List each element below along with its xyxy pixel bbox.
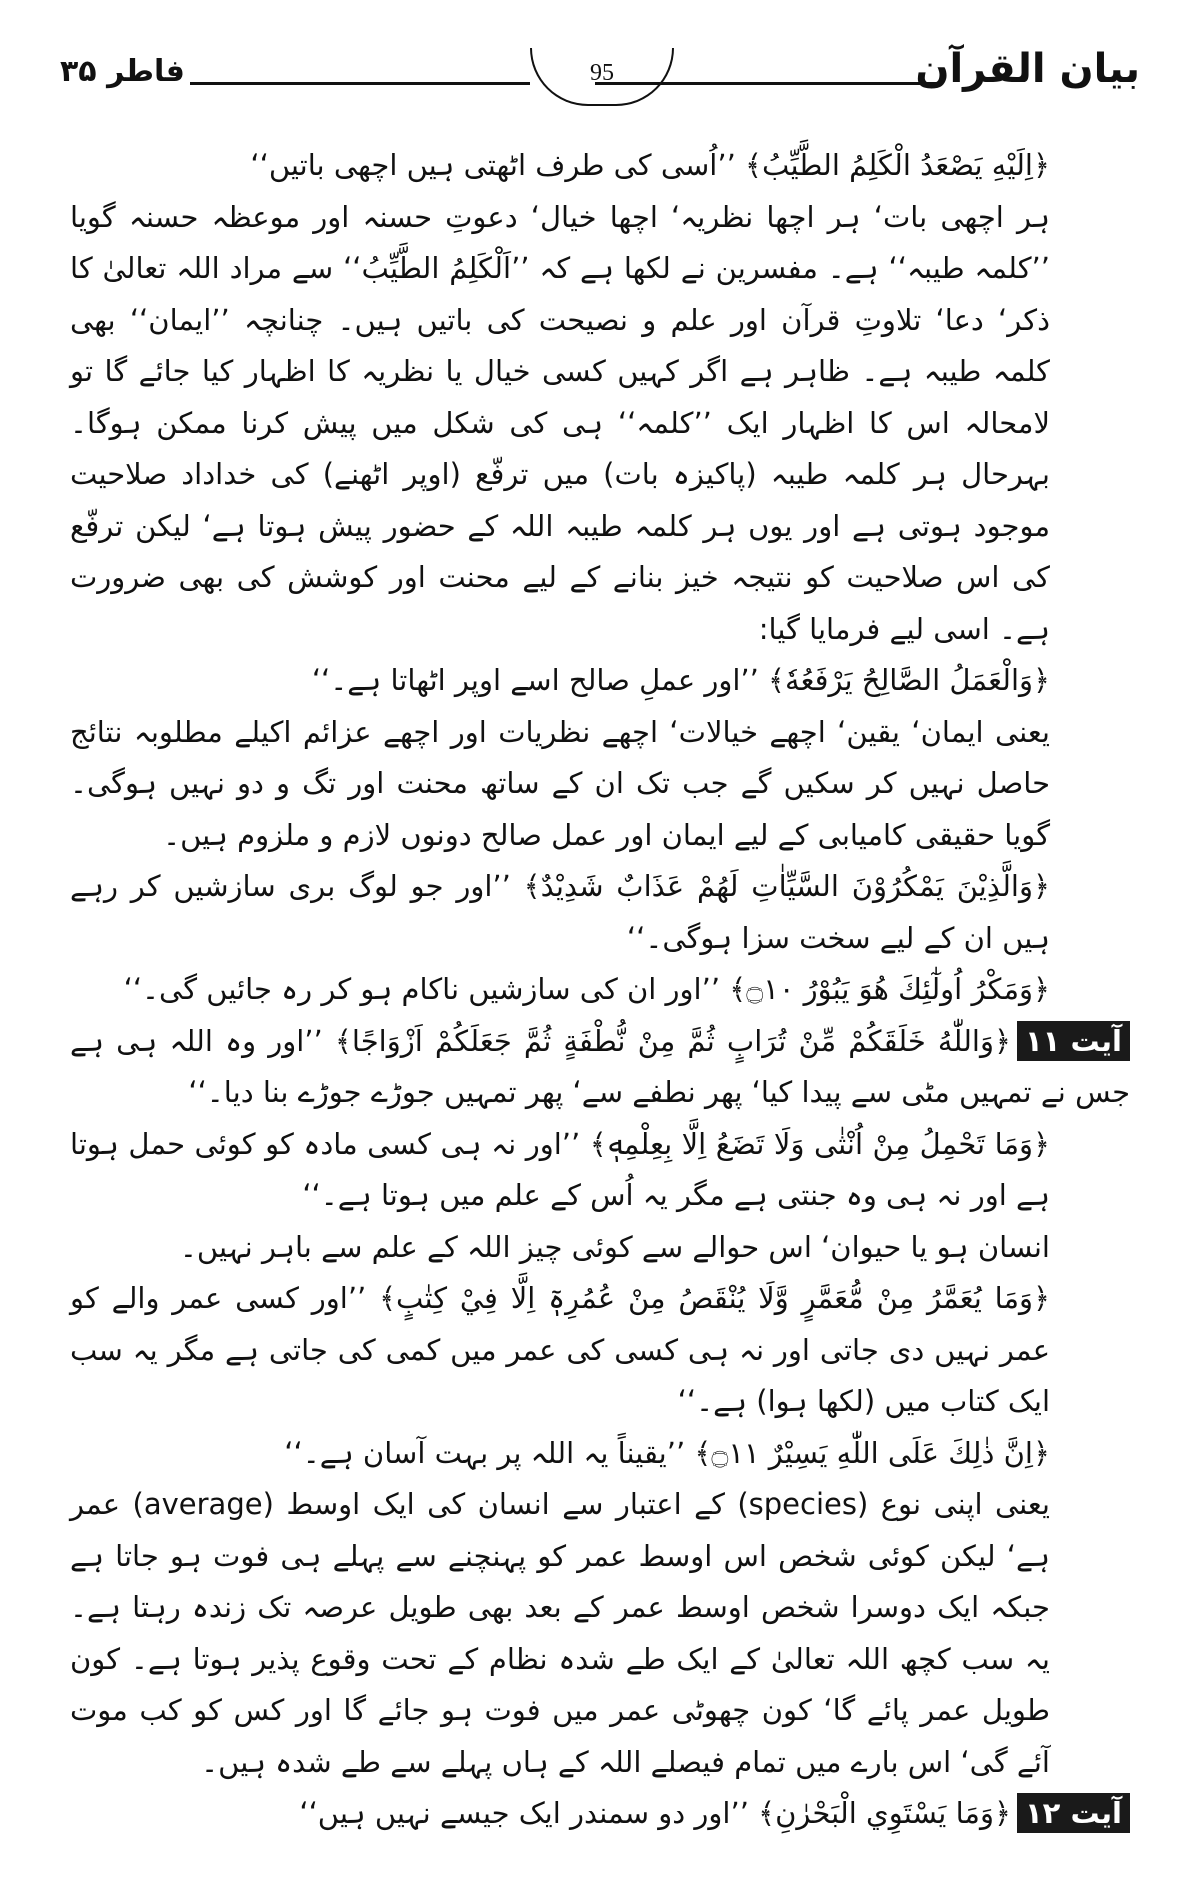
book-title: بیان القرآن [915,46,1140,92]
ayah-number-badge: آیت ۱۱ [1017,1021,1130,1061]
ayah-paragraph [70,1273,1130,1428]
ayah-paragraph [70,1428,1130,1480]
ayah-paragraph [70,140,1130,192]
ayah-text: ﴿وَمَكْرُ اُولٰٓئِكَ هُوَ يَبُوْرُ ۝۱۰﴾ ’’اور ان کی سازشیں ناکام ہو کر رہ جائیں گی۔‘‘ [123,972,1050,1006]
commentary-paragraph [70,1479,1130,1788]
commentary-paragraph [70,1222,1130,1274]
ayah-text: ﴿اِنَّ ذٰلِكَ عَلَى اللّٰهِ يَسِيْرٌ ۝۱۱﴾ ’’یقیناً یہ اللہ پر بہت آسان ہے۔‘‘ [284,1435,1050,1470]
ayah-text: ﴿وَمَا تَحْمِلُ مِنْ اُنْثٰى وَلَا تَضَعُ اِلَّا بِعِلْمِهٖ﴾ ’’اور نہ ہی کسی مادہ کو کوئی حمل ہوتا ہے اور نہ ہی وہ جنتی ہے مگر یہ اُس کے علم میں ہوتا ہے۔‘‘ [70,1126,1050,1212]
page-number: 95 [530,48,674,106]
commentary-paragraph [70,707,1130,862]
ayah-paragraph [70,1016,1130,1119]
paragraph-text: انسان ہو یا حیوان‘ اس حوالے سے کوئی چیز اللہ کے علم سے باہر نہیں۔ [179,1229,1050,1264]
ayah-text: ﴿وَاللّٰهُ خَلَقَكُمْ مِّنْ تُرَابٍ ثُمَّ مِنْ نُّطْفَةٍ ثُمَّ جَعَلَكُمْ اَزْوَاجًا﴾ ’’اور وہ اللہ ہی ہے جس نے تمہیں مٹی سے پیدا کیا‘ پھر نطفے سے‘ پھر تمہیں جوڑے جوڑے بنا دیا۔‘‘ [70,1023,1130,1109]
ayah-text: ﴿وَمَا يُعَمَّرُ مِنْ مُّعَمَّرٍ وَّلَا يُنْقَصُ مِنْ عُمُرِهٖٓ اِلَّا فِيْ كِتٰبٍ﴾ ’’اور کسی عمر والے کو عمر نہیں دی جاتی اور نہ ہی کسی کی عمر میں کمی کی جاتی ہے مگر یہ سب ایک کتاب میں (لکھا ہوا) ہے۔‘‘ [70,1281,1050,1418]
ayah-text: ﴿اِلَيْهِ يَصْعَدُ الْكَلِمُ الطَّيِّبُ﴾ ’’اُسی کی طرف اٹھتی ہیں اچھی باتیں‘‘ [250,148,1050,182]
ayah-paragraph [70,861,1130,964]
paragraph-text: ہر اچھی بات‘ ہر اچھا نظریہ‘ اچھا خیال‘ دعوتِ حسنہ اور موعظہ حسنہ گویا ’’کلمہ طیبہ‘‘ ہے۔ مفسرین نے لکھا ہے کہ ’’اَلْكَلِمُ الطَّيِّبُ‘‘ سے مراد اللہ تعالیٰ کا ذکر‘ دعا‘ تلاوتِ قرآن اور علم و نصیحت کی باتیں ہیں۔ چنانچہ ’’ایمان‘‘ بھی کلمہ طیبہ ہے۔ ظاہر ہے اگر کہیں کسی خیال یا نظریہ کا اظہار کیا جائے گا تو لامحالہ اس کا اظہار ایک ’’کلمہ‘‘ ہی کی شکل میں پیش کرنا ممکن ہوگا۔ بہرحال ہر کلمہ طیبہ (پاکیزہ بات) میں ترفّع (اوپر اٹھنے) کی خداداد صلاحیت موجود ہوتی ہے اور یوں ہر کلمہ طیبہ اللہ کے حضور پیش ہوتا ہے‘ لیکن ترفّع کی اس صلاحیت کو نتیجہ خیز بنانے کے لیے محنت اور کوشش کی بھی ضرورت ہے۔ اسی لیے فرمایا گیا: [70,199,1050,646]
ayah-text: ﴿وَالْعَمَلُ الصَّالِحُ يَرْفَعُهٗ﴾ ’’اور عملِ صالح اسے اوپر اٹھاتا ہے۔‘‘ [311,663,1050,697]
ayah-text: ﴿وَالَّذِيْنَ يَمْكُرُوْنَ السَّيِّاٰتِ لَهُمْ عَذَابٌ شَدِيْدٌ﴾ ’’اور جو لوگ بری سازشیں کر رہے ہیں ان کے لیے سخت سزا ہوگی۔‘‘ [70,869,1050,955]
ayah-paragraph [70,655,1130,707]
ayah-paragraph [70,1788,1130,1840]
page-header [60,40,1140,110]
header-rule-left [190,82,530,85]
ayah-paragraph [70,964,1130,1016]
page-body [70,140,1130,1840]
commentary-paragraph [70,192,1130,656]
ayah-text: ﴿وَمَا يَسْتَوِي الْبَحْرٰنِ﴾ ’’اور دو سمندر ایک جیسے نہیں ہیں‘‘ [299,1796,1011,1830]
ayah-paragraph [70,1119,1130,1222]
paragraph-text: یعنی ایمان‘ یقین‘ اچھے خیالات‘ اچھے نظریات اور اچھے عزائم اکیلے مطلوبہ نتائج حاصل نہیں کر سکیں گے جب تک ان کے ساتھ محنت اور تگ و دو نہیں ہوگی۔ گویا حقیقی کامیابی کے لیے ایمان اور عمل صالح دونوں لازم و ملزوم ہیں۔ [70,714,1050,852]
ayah-number-badge: آیت ۱۲ [1017,1793,1130,1833]
paragraph-text: یعنی اپنی نوع (species) کے اعتبار سے انسان کی ایک اوسط (average) عمر ہے‘ لیکن کوئی شخص اس اوسط عمر کو پہنچنے سے پہلے ہی فوت ہو جاتا ہے جبکہ ایک دوسرا شخص اوسط عمر کے بعد بھی طویل عرصہ تک زندہ رہتا ہے۔ یہ سب کچھ اللہ تعالیٰ کے ایک طے شدہ نظام کے تحت وقوع پذیر ہوتا ہے۔ کون طویل عمر پائے گا‘ کون چھوٹی عمر میں فوت ہو جائے گا اور کس کو کب موت آئے گی‘ اس بارے میں تمام فیصلے اللہ کے ہاں پہلے سے طے شدہ ہیں۔ [70,1487,1050,1779]
surah-reference: فاطر ۳۵ [60,54,185,89]
